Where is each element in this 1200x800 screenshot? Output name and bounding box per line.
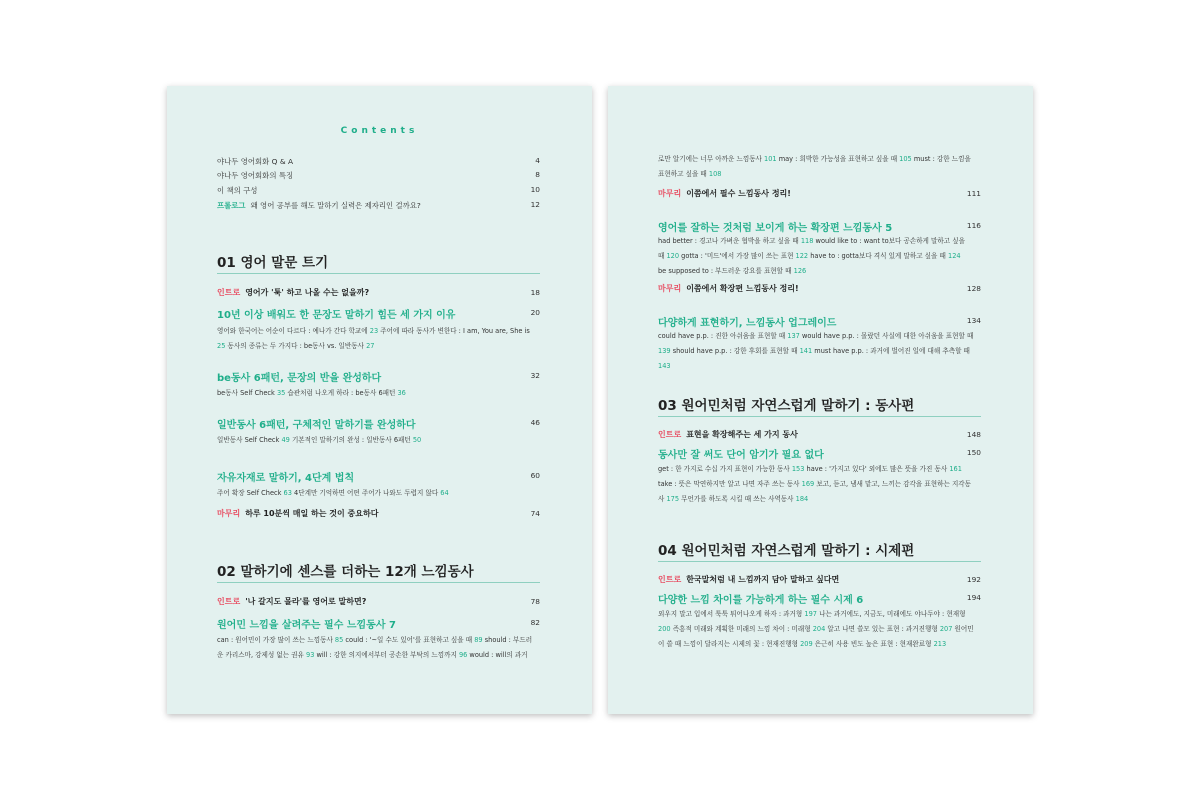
toc-front-item[interactable]: 이 책의 구성 10 <box>217 185 540 195</box>
chapter-heading[interactable]: 10년 이상 배워도 한 문장도 말하기 힘든 세 가지 이유 20 <box>217 308 540 321</box>
chapter-heading[interactable]: 다양한 느낌 차이를 가능하게 하는 필수 시제 6 194 <box>658 593 981 606</box>
section-title-02: 02 말하기에 센스를 더하는 12개 느낌동사 <box>217 562 540 583</box>
toc-outro-item[interactable]: 마무리 하루 10분씩 매일 하는 것이 중요하다 74 <box>217 509 540 518</box>
chapter-topics: 영어와 한국어는 어순이 다르다 : 예나가 간다 학교에 23 주어에 따라 동사가 변한다 : I am, You are, She is 25 동사의 종류는 두 가지다 : be동사 vs. 일반동사 27 <box>217 327 530 350</box>
chapter-topics: could have p.p. : 진한 아쉬움을 표현할 때 137 would have p.p. : 몰랐던 사실에 대한 아쉬움을 표현할 때 139 should have p.p. : 강한 후회를 표현할 때 141 must have p.p. : 과거에 벌어진 일에 대해 추측할 때 143 <box>658 332 974 370</box>
chapter-topics: can : 원어민이 가장 많이 쓰는 느낌동사 85 could : '~일 수도 있어'를 표현하고 싶을 때 89 should : 부드러 운 카리스마, 강제성 없는 권유 93 will : 강한 의지에서부터 공손한 부탁의 느낌까지 96 would : will의 과거 <box>217 636 533 659</box>
toc-page-left <box>167 86 592 714</box>
chapter-heading[interactable]: 자유자재로 말하기, 4단계 법칙 60 <box>217 471 540 484</box>
chapter-topics: 주어 확장 Self Check 63 4단계만 기억하면 어떤 주어가 나와도 두렵지 않다 64 <box>217 489 449 497</box>
chapter-heading[interactable]: 다양하게 표현하기, 느낌동사 업그레이드 134 <box>658 316 981 329</box>
chapter-topics: 일반동사 Self Check 49 기본적인 말하기의 완성 : 일반동사 6패턴 50 <box>217 436 422 444</box>
toc-front-item[interactable]: 야나두 영어회화의 특징 8 <box>217 170 540 180</box>
chapter-heading[interactable]: 원어민 느낌을 살려주는 필수 느낌동사 7 82 <box>217 618 540 631</box>
chapter-heading[interactable]: be동사 6패턴, 문장의 반을 완성하다 32 <box>217 371 540 384</box>
chapter-topics: get : 한 가지로 수십 가지 표현이 가능한 동사 153 have : '가지고 있다' 외에도 많은 뜻을 가진 동사 161 take : 뜻은 막연하지만 알고 나면 자주 쓰는 동사 169 보고, 듣고, 냄새 맡고, 느끼는 감각을 표현하는 지각동 사 175 무언가를 하도록 시킬 때 쓰는 사역동사 184 <box>658 465 972 503</box>
toc-outro-item[interactable]: 마무리 이쯤에서 필수 느낌동사 정리! 111 <box>658 189 981 198</box>
outro-tag: 마무리 <box>217 509 241 518</box>
chapter-topics: 로만 알기에는 너무 아까운 느낌동사 101 may : 희박한 가능성을 표현하고 싶을 때 105 must : 강한 느낌을 표현하고 싶을 때 108 <box>658 155 971 178</box>
toc-front-item[interactable]: 프롤로그 왜 영어 공부를 해도 말하기 실력은 제자리인 걸까요? 12 <box>217 200 540 210</box>
toc-intro-item[interactable]: 인트로 한국말처럼 내 느낌까지 담아 말하고 싶다면 192 <box>658 575 981 584</box>
outro-tag: 마무리 <box>658 189 682 198</box>
chapter-heading[interactable]: 일반동사 6패턴, 구체적인 말하기를 완성하다 46 <box>217 418 540 431</box>
contents-heading: Contents <box>340 126 419 136</box>
chapter-heading[interactable]: 동사만 잘 써도 단어 암기가 필요 없다 150 <box>658 448 981 461</box>
section-title-01: 01 영어 말문 트기 <box>217 253 540 274</box>
toc-intro-item[interactable]: 인트로 '나 갈지도 몰라'를 영어로 말하면? 78 <box>217 597 540 606</box>
intro-tag: 인트로 <box>217 597 241 606</box>
toc-page-right <box>608 86 1033 714</box>
intro-tag: 인트로 <box>658 430 682 439</box>
chapter-topics: had better : 경고나 가벼운 협박을 하고 싶을 때 118 would like to : want to보다 공손하게 말하고 싶을 때 120 gotta : '미드'에서 가장 많이 쓰는 표현 122 have to : gotta보다 격식 있게 말하고 싶을 때 124 be supposed to : 부드러운 강요를 표현할 때 126 <box>658 237 965 275</box>
intro-tag: 인트로 <box>217 288 241 297</box>
chapter-heading[interactable]: 영어를 잘하는 것처럼 보이게 하는 확장편 느낌동사 5 116 <box>658 221 981 234</box>
toc-outro-item[interactable]: 마무리 이쯤에서 확장편 느낌동사 정리! 128 <box>658 284 981 293</box>
section-title-03: 03 원어민처럼 자연스럽게 말하기 : 동사편 <box>658 396 981 417</box>
intro-tag: 인트로 <box>658 575 682 584</box>
outro-tag: 마무리 <box>658 284 682 293</box>
section-title-04: 04 원어민처럼 자연스럽게 말하기 : 시제편 <box>658 541 981 562</box>
toc-front-item[interactable]: 야나두 영어회화 Q & A 4 <box>217 156 540 166</box>
chapter-topics: be동사 Self Check 35 습관처럼 나오게 하라 : be동사 6패턴 36 <box>217 389 406 397</box>
toc-intro-item[interactable]: 인트로 영어가 '툭' 하고 나올 수는 없을까? 18 <box>217 288 540 297</box>
prologue-tag: 프롤로그 <box>217 201 246 210</box>
toc-intro-item[interactable]: 인트로 표현을 확장해주는 세 가지 동사 148 <box>658 430 981 439</box>
chapter-topics: 외우지 말고 입에서 툭툭 튀어나오게 하자 : 과거형 197 나는 과거에도, 지금도, 미래에도 야나두야 : 현재형 200 즉흥적 미래와 계획한 미래의 느낌 차이 : 미래형 204 알고 나면 쓸모 있는 표현 : 과거진행형 207 원어민 이 쓸 때 느낌이 달라지는 시제의 꽃 : 현재진행형 209 은근히 사용 빈도 높은 표현 : 현재완료형 213 <box>658 610 974 648</box>
